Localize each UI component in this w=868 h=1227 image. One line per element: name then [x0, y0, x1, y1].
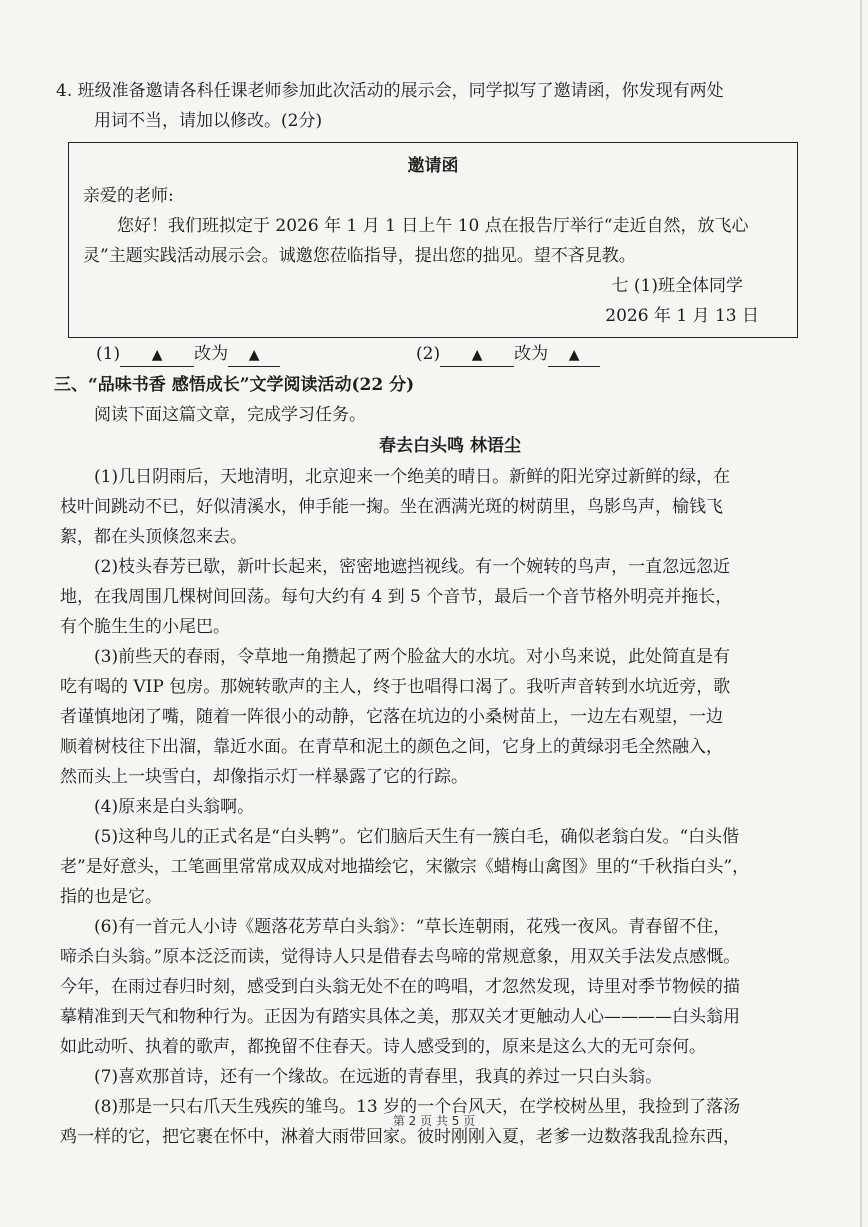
triangle-marker-icon: ▲ — [151, 347, 163, 363]
paragraph-line: 啼杀白头翁。”原本泛泛而读，觉得诗人只是借春去鸟啼的常规意象，用双关手法发点感慨。 — [60, 947, 741, 967]
paragraph-line: 今年，在雨过春归时刻，感受到白头翁无处不在的鸣唱，才忽然发现，诗里对季节物候的描 — [60, 977, 740, 997]
invitation-box — [68, 142, 798, 338]
answer-fill-row — [96, 338, 820, 370]
paragraph-line: 指的也是它。 — [60, 887, 162, 907]
paragraph-line: 摹精准到天气和物种行为。正因为有踏实具体之美，那双关才更触动人心————白头翁用 — [60, 1007, 740, 1027]
invitation-greeting: 亲爱的老师: — [83, 186, 174, 206]
paragraph-line: (7)喜欢那首诗，还有一个缘故。在远逝的青春里，我真的养过一只白头翁。 — [94, 1067, 663, 1087]
paragraph-line: (8)那是一只右爪天生残疾的雏鸟。13 岁的一个台风天，在学校树丛里，我捡到了落汤 — [94, 1097, 741, 1117]
paragraph-line: 鸡一样的它，把它裹在怀中，淋着大雨带回家。彼时刚刚入夏，老爹一边数落我乱捡东西， — [60, 1127, 740, 1147]
invitation-body-line-1: 您好！我们班拟定于 2026 年 1 月 1 日上午 10 点在报告厅举行“走近自然，放飞心 — [117, 216, 749, 236]
paragraph-line: 絮，都在头顶倏忽来去。 — [60, 527, 247, 547]
section-3-instruction: 阅读下面这篇文章，完成学习任务。 — [94, 405, 366, 425]
paragraph-6 — [60, 912, 820, 1062]
paragraph-3 — [60, 642, 820, 792]
answer-1-corrected-blank[interactable] — [228, 343, 280, 367]
article-title: 春去白头鸣 林语尘 — [379, 436, 521, 456]
invitation-body-line-2: 灵”主题实践活动展示会。诚邀您莅临指导，提出您的拙见。望不吝見教。 — [83, 246, 636, 266]
question-4-line-2: 用词不当，请加以修改。(2分) — [94, 111, 323, 131]
invitation-signature: 七 (1)班全体同学 — [611, 276, 743, 296]
answer-item-2-label: (2) — [416, 344, 441, 364]
paragraph-1 — [60, 462, 820, 552]
invitation-title: 邀请函 — [407, 156, 459, 176]
paragraph-line: 如此动听、执着的歌声，都挽留不住春天。诗人感受到的，原来是这么大的无可奈何。 — [60, 1037, 706, 1057]
answer-2-change-label: 改为 — [514, 344, 549, 364]
paragraph-7 — [60, 1062, 820, 1092]
question-4-line-1: 4. 班级准备邀请各科任课老师参加此次活动的展示会，同学拟写了邀请函，你发现有两处 — [56, 81, 724, 101]
paragraph-line: (2)枝头春芳已歇，新叶长起来，密密地遮挡视线。有一个婉转的鸟声，一直忽远忽近 — [94, 557, 731, 577]
paragraph-line: 然而头上一块雪白，却像指示灯一样暴露了它的行踪。 — [60, 767, 468, 787]
paragraph-line: (6)有一首元人小诗《题落花芳草白头翁》：“草长连朝雨，花残一夜风。青春留不住， — [94, 917, 731, 937]
answer-2-corrected-blank[interactable] — [548, 343, 600, 367]
paragraph-4 — [60, 792, 820, 822]
answer-item-1-label: (1) — [96, 344, 121, 364]
paragraph-line: 者谨慎地闭了嘴，随着一阵很小的动静，它落在坑边的小桑树苗上，一边左右观望，一边 — [60, 707, 723, 727]
triangle-marker-icon: ▲ — [568, 347, 580, 363]
page-number-footer: 第 2 页 共 5 页 — [392, 1114, 476, 1128]
answer-item-1 — [96, 338, 416, 370]
paragraph-line: 顺着树枝往下出溜，靠近水面。在青草和泥土的颜色之间，它身上的黄绿羽毛全然融入， — [60, 737, 723, 757]
answer-item-2 — [416, 338, 736, 370]
paragraph-line: (1)几日阴雨后，天地清明，北京迎来一个绝美的晴日。新鲜的阳光穿过新鲜的绿，在 — [94, 467, 731, 487]
triangle-marker-icon: ▲ — [471, 347, 483, 363]
invitation-date: 2026 年 1 月 13 日 — [605, 306, 759, 326]
page-content — [54, 76, 820, 1152]
paragraph-5 — [60, 822, 820, 912]
paragraph-line: 有个脆生生的小尾巴。 — [60, 617, 230, 637]
paragraph-line: (5)这种鸟儿的正式名是“白头鹎”。它们脑后天生有一簇白毛，确似老翁白发。“白头偕 — [94, 827, 740, 847]
paragraph-line: (3)前些天的春雨，令草地一角攒起了两个脸盆大的水坑。对小鸟来说，此处简直是有 — [94, 647, 731, 667]
paragraph-2 — [60, 552, 820, 642]
section-3-heading: 三、“品味书香 感悟成长”文学阅读活动(22 分) — [54, 375, 415, 395]
page-edge-shadow — [860, 0, 862, 1227]
answer-1-change-label: 改为 — [194, 344, 229, 364]
answer-2-original-blank[interactable] — [440, 343, 514, 367]
paragraph-line: 枝叶间跳动不已，好似清溪水，伸手能一掬。坐在洒满光斑的树荫里，鸟影鸟声，榆钱飞 — [60, 497, 723, 517]
paragraph-line: 地，在我周围几棵树间回荡。每句大约有 4 到 5 个音节，最后一个音节格外明亮并拖长， — [60, 587, 733, 607]
paragraph-line: (4)原来是白头翁啊。 — [94, 797, 255, 817]
triangle-marker-icon: ▲ — [248, 347, 260, 363]
paragraph-line: 老”是好意头，工笔画里常常成双成对地描绘它，宋徽宗《蜡梅山禽图》里的“千秋指白头”， — [60, 857, 750, 877]
paragraph-line: 吃有喝的 VIP 包房。那婉转歌声的主人，终于也唱得口渴了。我听声音转到水坑近旁，歌 — [60, 677, 731, 697]
answer-1-original-blank[interactable] — [120, 343, 194, 367]
